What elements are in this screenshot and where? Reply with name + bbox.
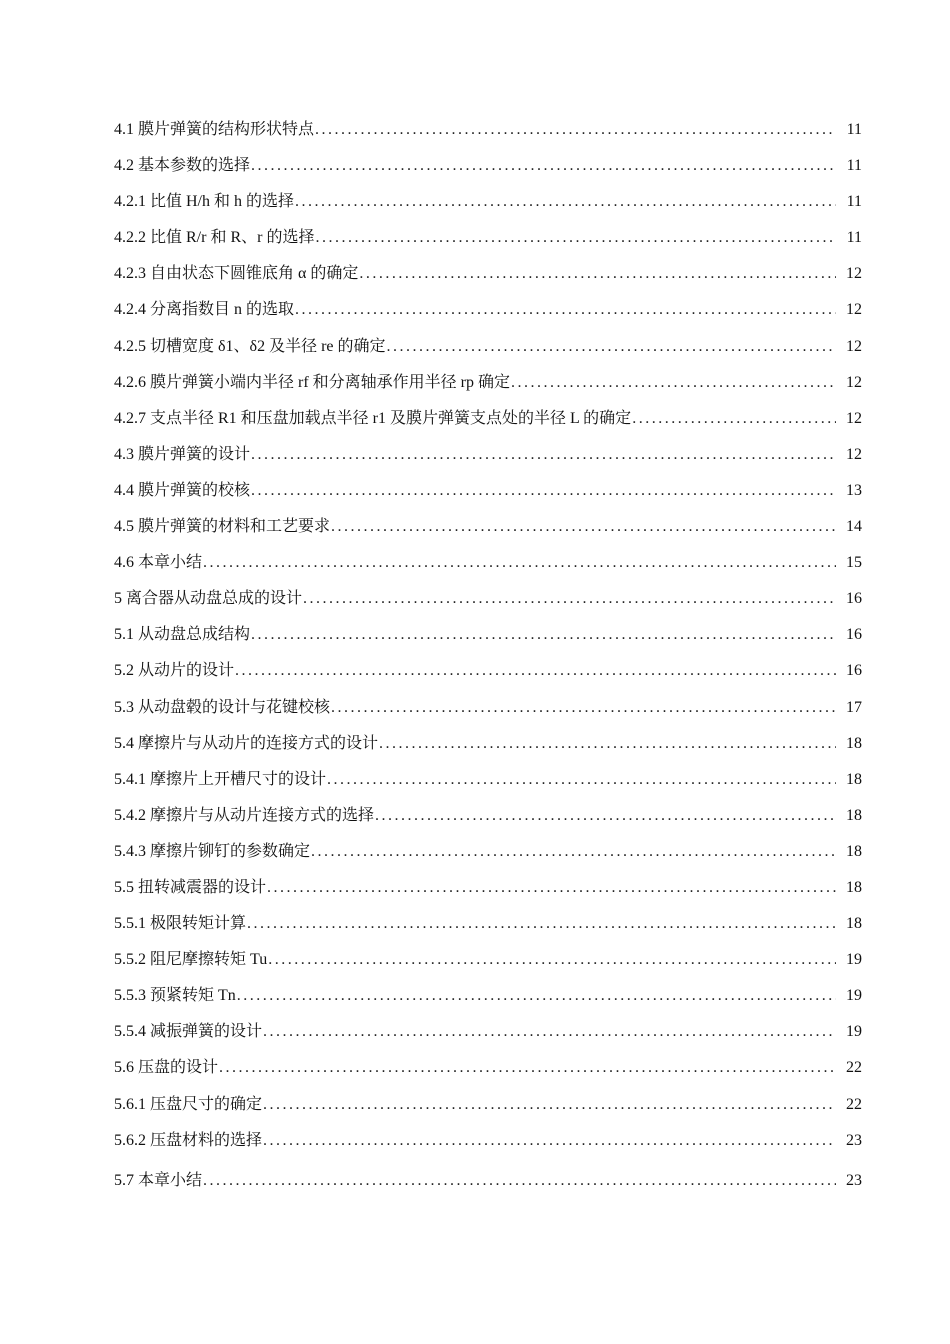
- toc-entry-page: 12: [846, 445, 862, 463]
- toc-entry: [114, 834, 862, 870]
- toc-entry-page: 16: [846, 662, 862, 680]
- toc-entry-page: 19: [846, 987, 862, 1005]
- toc-dot-leader: [234, 653, 836, 689]
- toc-dot-leader: [310, 834, 836, 870]
- toc-dot-leader: [326, 762, 836, 798]
- toc-entry-title: 5.5.1 极限转矩计算: [114, 915, 247, 933]
- toc-entry-title: 5.5.4 减振弹簧的设计: [114, 1023, 263, 1041]
- toc-entry: [114, 437, 862, 473]
- toc-entry: [114, 329, 862, 365]
- toc-dot-leader: [250, 617, 836, 653]
- toc-entry-page: 12: [846, 337, 862, 355]
- toc-entry-title: 5.5.3 预紧转矩 Tn: [114, 987, 236, 1005]
- toc-entry: [114, 798, 862, 834]
- toc-entry: [114, 292, 862, 328]
- toc-entry-page: 18: [846, 734, 862, 752]
- toc-entry-page: 11: [846, 193, 862, 211]
- toc-dot-leader: [202, 1163, 836, 1199]
- toc-dot-leader: [218, 1050, 836, 1086]
- toc-dot-leader: [302, 581, 836, 617]
- toc-dot-leader: [236, 978, 836, 1014]
- toc-entry-page: 18: [846, 915, 862, 933]
- toc-entry: [114, 1123, 862, 1159]
- toc-dot-leader: [262, 1087, 836, 1123]
- toc-entry: [114, 762, 862, 798]
- toc-entry: [114, 473, 862, 509]
- toc-entry-title: 5.1 从动盘总成结构: [114, 626, 251, 644]
- toc-entry-page: 11: [846, 157, 862, 175]
- toc-entry-title: 4.4 膜片弹簧的校核: [114, 481, 251, 499]
- toc-entry-title: 5.5 扭转减震器的设计: [114, 878, 267, 896]
- toc-dot-leader: [631, 401, 836, 437]
- toc-entry-page: 23: [846, 1131, 862, 1149]
- toc-entry-page: 19: [846, 1023, 862, 1041]
- toc-dot-leader: [294, 184, 836, 220]
- toc-entry: [114, 617, 862, 653]
- toc-entry: [114, 1163, 862, 1199]
- toc-dot-leader: [250, 148, 836, 184]
- toc-entry: [114, 365, 862, 401]
- toc-dot-leader: [250, 437, 836, 473]
- toc-entry: [114, 545, 862, 581]
- toc-entry: [114, 1050, 862, 1086]
- toc-entry: [114, 220, 862, 256]
- toc-dot-leader: [314, 112, 836, 148]
- toc-entry: [114, 690, 862, 726]
- toc-entry-title: 5.6 压盘的设计: [114, 1059, 219, 1077]
- toc-entry-title: 4.5 膜片弹簧的材料和工艺要求: [114, 518, 331, 536]
- toc-entry: [114, 256, 862, 292]
- toc-entry-page: 12: [846, 409, 862, 427]
- toc-entry-title: 5.6.1 压盘尺寸的确定: [114, 1095, 263, 1113]
- toc-entry: [114, 1014, 862, 1050]
- toc-entry-page: 19: [846, 951, 862, 969]
- toc-entry-page: 17: [846, 698, 862, 716]
- toc-entry: [114, 581, 862, 617]
- toc-entry-page: 22: [846, 1059, 862, 1077]
- toc-entry-title: 4.1 膜片弹簧的结构形状特点: [114, 121, 315, 138]
- toc-entry: [114, 148, 862, 184]
- toc-entry: [114, 509, 862, 545]
- toc-entry-page: 18: [846, 842, 862, 860]
- toc-entry-page: 11: [846, 121, 862, 138]
- toc-dot-leader: [314, 220, 836, 256]
- toc-entry: [114, 653, 862, 689]
- toc-entry: [114, 726, 862, 762]
- toc-entry-title: 4.2.1 比值 H/h 和 h 的选择: [114, 193, 295, 211]
- toc-entry-page: 12: [846, 301, 862, 319]
- toc-entry-title: 5.4.2 摩擦片与从动片连接方式的选择: [114, 806, 375, 824]
- toc-dot-leader: [358, 256, 836, 292]
- toc-entry-title: 5.7 本章小结: [114, 1171, 203, 1189]
- toc-entry-page: 22: [846, 1095, 862, 1113]
- toc-entry: [114, 401, 862, 437]
- toc-entry-page: 14: [846, 518, 862, 536]
- toc-dot-leader: [330, 690, 836, 726]
- toc-entry-page: 12: [846, 373, 862, 391]
- toc-dot-leader: [262, 1014, 836, 1050]
- toc-entry-page: 12: [846, 265, 862, 283]
- toc-entry-page: 18: [846, 806, 862, 824]
- toc-entry: [114, 112, 862, 148]
- toc-entry-title: 4.3 膜片弹簧的设计: [114, 445, 251, 463]
- toc-entry-title: 4.6 本章小结: [114, 554, 203, 572]
- toc-dot-leader: [330, 509, 836, 545]
- toc-entry: [114, 870, 862, 906]
- toc-entry-title: 5.4.1 摩擦片上开槽尺寸的设计: [114, 770, 327, 788]
- toc-entry-title: 4.2.2 比值 R/r 和 R、r 的选择: [114, 229, 315, 247]
- toc-entry-title: 5.3 从动盘毂的设计与花键校核: [114, 698, 331, 716]
- toc-dot-leader: [294, 292, 836, 328]
- toc-entry-page: 13: [846, 481, 862, 499]
- toc-entry-title: 4.2.7 支点半径 R1 和压盘加载点半径 r1 及膜片弹簧支点处的半径 L 的确定: [114, 409, 632, 427]
- toc-dot-leader: [267, 942, 836, 978]
- toc-dot-leader: [250, 473, 836, 509]
- toc-dot-leader: [510, 365, 836, 401]
- toc-entry: [114, 978, 862, 1014]
- toc-entry-title: 5.4 摩擦片与从动片的连接方式的设计: [114, 734, 379, 752]
- toc-entry-page: 16: [846, 626, 862, 644]
- toc-entry-title: 4.2.5 切槽宽度 δ1、δ2 及半径 re 的确定: [114, 337, 386, 355]
- toc-entry-page: 16: [846, 590, 862, 608]
- toc-entry-page: 23: [846, 1171, 862, 1189]
- toc-entry: [114, 184, 862, 220]
- toc-dot-leader: [386, 329, 836, 365]
- toc-entry-title: 5.4.3 摩擦片铆钉的参数确定: [114, 842, 311, 860]
- toc-entry-title: 5.2 从动片的设计: [114, 662, 235, 680]
- toc-entry: [114, 942, 862, 978]
- toc-entry-title: 5.5.2 阻尼摩擦转矩 Tu: [114, 951, 268, 969]
- toc-entry-page: 18: [846, 878, 862, 896]
- toc-entry-title: 5 离合器从动盘总成的设计: [114, 590, 303, 608]
- toc-dot-leader: [378, 726, 836, 762]
- toc-entry-page: 18: [846, 770, 862, 788]
- toc-entry-title: 4.2 基本参数的选择: [114, 157, 251, 175]
- toc-entry-page: 15: [846, 554, 862, 572]
- toc-entry: [114, 1087, 862, 1123]
- toc-dot-leader: [202, 545, 836, 581]
- table-of-contents: [114, 112, 862, 1199]
- toc-dot-leader: [246, 906, 836, 942]
- toc-entry-title: 4.2.3 自由状态下圆锥底角 α 的确定: [114, 265, 359, 283]
- toc-dot-leader: [266, 870, 836, 906]
- toc-entry-title: 5.6.2 压盘材料的选择: [114, 1131, 263, 1149]
- toc-dot-leader: [262, 1123, 836, 1159]
- toc-entry: [114, 906, 862, 942]
- toc-entry-page: 11: [846, 229, 862, 247]
- toc-entry-title: 4.2.6 膜片弹簧小端内半径 rf 和分离轴承作用半径 rp 确定: [114, 373, 510, 391]
- toc-dot-leader: [374, 798, 836, 834]
- toc-entry-title: 4.2.4 分离指数目 n 的选取: [114, 301, 295, 319]
